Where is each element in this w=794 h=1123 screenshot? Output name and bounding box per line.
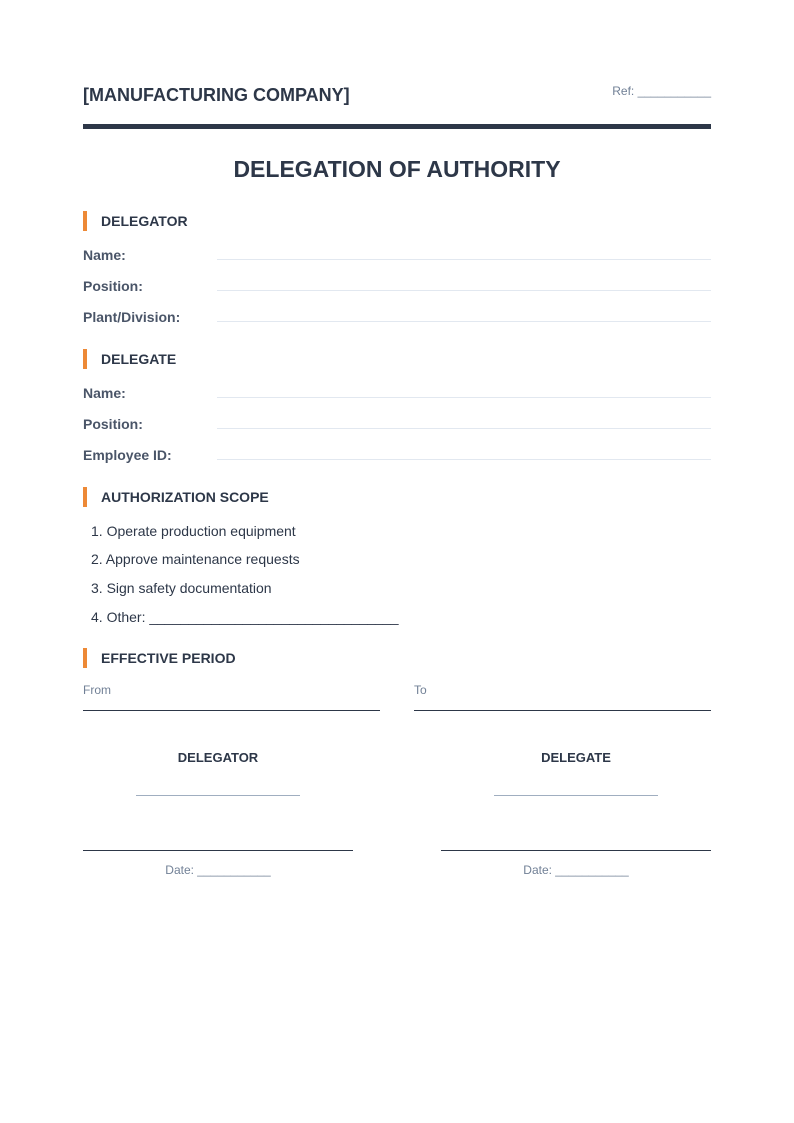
to-label: To — [414, 683, 427, 697]
delegator-position-label: Position: — [83, 278, 143, 294]
header-divider — [83, 124, 711, 129]
delegate-name-field[interactable] — [217, 397, 711, 398]
delegator-plant-label: Plant/Division: — [83, 309, 181, 325]
scope-item: 2. Approve maintenance requests — [91, 551, 300, 567]
delegate-name-label: Name: — [83, 385, 126, 401]
signature-title-delegate: DELEGATE — [541, 750, 611, 765]
delegate-employee-id-label: Employee ID: — [83, 447, 172, 463]
delegate-employee-id-field[interactable] — [217, 459, 711, 460]
section-heading-delegate: DELEGATE — [83, 349, 176, 369]
scope-item: 3. Sign safety documentation — [91, 580, 272, 596]
delegate-position-label: Position: — [83, 416, 143, 432]
delegate-date-field[interactable]: Date: ___________ — [523, 863, 629, 877]
delegate-printed-name-field[interactable] — [494, 795, 658, 796]
reference-field[interactable]: Ref: ___________ — [612, 84, 711, 98]
signature-title-delegator: DELEGATOR — [177, 750, 259, 765]
from-date-field[interactable] — [83, 710, 380, 711]
delegator-name-field[interactable] — [217, 259, 711, 260]
delegator-position-field[interactable] — [217, 290, 711, 291]
delegator-signature-line[interactable] — [83, 850, 353, 851]
scope-item: 1. Operate production equipment — [91, 523, 296, 539]
section-heading-delegator: DELEGATOR — [83, 211, 188, 231]
delegate-signature-line[interactable] — [441, 850, 711, 851]
company-name: [MANUFACTURING COMPANY] — [83, 85, 350, 105]
delegator-plant-field[interactable] — [217, 321, 711, 322]
section-heading-period: EFFECTIVE PERIOD — [83, 648, 236, 668]
delegator-name-label: Name: — [83, 247, 126, 263]
document-title: DELEGATION OF AUTHORITY — [233, 156, 561, 182]
delegate-position-field[interactable] — [217, 428, 711, 429]
delegator-printed-name-field[interactable] — [136, 795, 300, 796]
to-date-field[interactable] — [414, 710, 711, 711]
section-heading-scope: AUTHORIZATION SCOPE — [83, 487, 269, 507]
scope-item-other[interactable]: 4. Other: ________________________________ — [91, 609, 399, 625]
from-label: From — [83, 683, 111, 697]
delegator-date-field[interactable]: Date: ___________ — [165, 863, 271, 877]
